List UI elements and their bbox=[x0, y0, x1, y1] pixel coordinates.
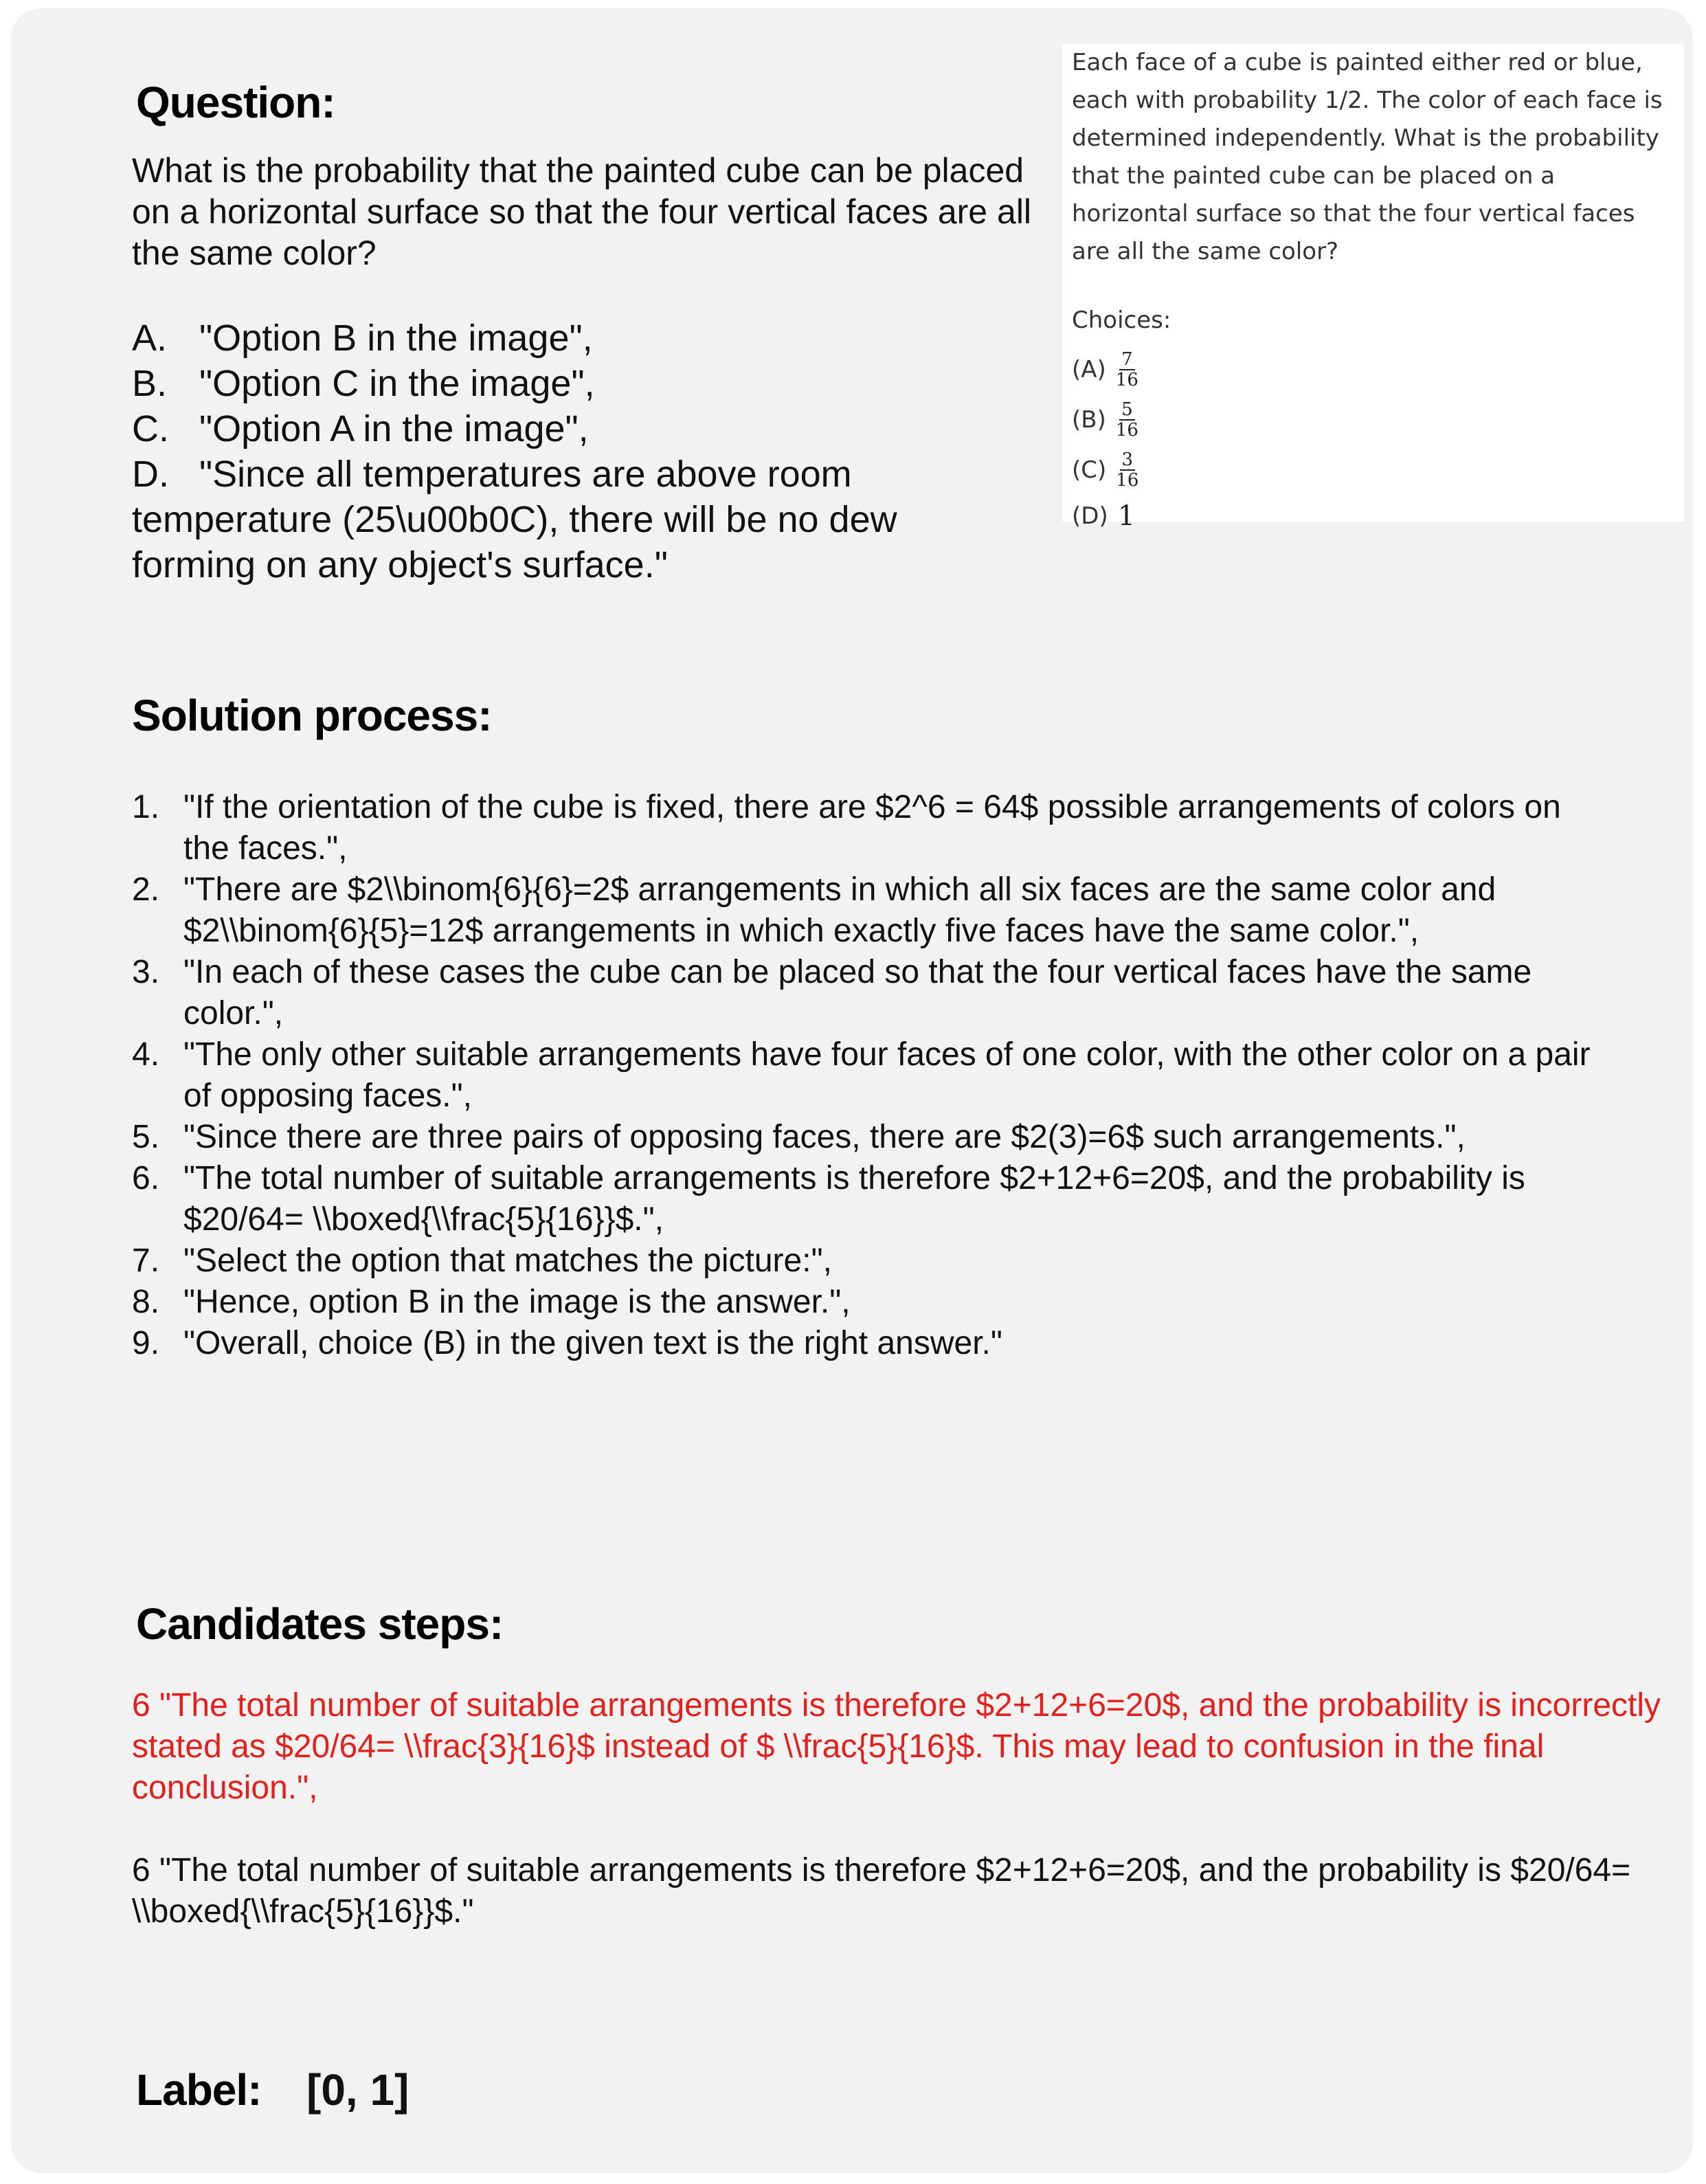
question-text: What is the probability that the painted cube can be placed on a horizontal surface so that the four vertical faces are all the same color? bbox=[132, 151, 1032, 272]
candidate-step-correct: 6 "The total number of suitable arrangements is therefore $2+12+6=20$, and the probability is $20/64= \\boxed{\\frac{5}{16}}$." bbox=[132, 1852, 1631, 1930]
image-choice-a: (A) $\frac{7}{16}$ bbox=[1072, 349, 1138, 390]
problem-image-panel bbox=[1062, 44, 1684, 532]
options-list bbox=[132, 315, 1025, 588]
solution-step: 4. "The only other suitable arrangements have four faces of one color, with the other color on a pair of opposing faces.", bbox=[132, 1036, 1591, 1114]
image-choice-c: (C) $\frac{3}{16}$ bbox=[1072, 449, 1139, 491]
solution-step: 1. "If the orientation of the cube is fixed, there are $2^6 = 64$ possible arrangements of colors on the faces.", bbox=[132, 789, 1561, 867]
label-value: [0, 1] bbox=[306, 2065, 409, 2115]
solution-step: 3. "In each of these cases the cube can be placed so that the four vertical faces have the same color.", bbox=[132, 954, 1532, 1032]
choices-label: Choices: bbox=[1072, 307, 1171, 334]
solution-heading: Solution process: bbox=[132, 691, 492, 740]
candidate-step-incorrect: 6 "The total number of suitable arrangements is therefore $2+12+6=20$, and the probability is incorrectly stated as $20/64= \\frac{3}{16}$ instead of $ \\frac{5}{16}$. This may lead to confusion in the final conclusion.", bbox=[132, 1687, 1661, 1806]
image-choice-b: (B) $\frac{5}{16}$ bbox=[1072, 399, 1138, 441]
option-b: B. "Option C in the image", bbox=[132, 363, 595, 404]
fraction: $\frac{5}{16}$ bbox=[1115, 399, 1138, 441]
fraction: $\frac{7}{16}$ bbox=[1115, 349, 1138, 390]
solution-step: 7. "Select the option that matches the picture:", bbox=[132, 1243, 832, 1279]
solution-steps bbox=[132, 787, 1609, 1364]
solution-step: 2. "There are $2\\binom{6}{6}=2$ arrangements in which all six faces are the same color and $2\\binom{6}{5}=12$ arrangements in which exactly five faces have the same color.", bbox=[132, 871, 1496, 949]
solution-step: 5. "Since there are three pairs of opposing faces, there are $2(3)=6$ such arrangements.", bbox=[132, 1119, 1466, 1155]
label-heading: Label: bbox=[136, 2065, 262, 2115]
option-a: A. "Option B in the image", bbox=[132, 317, 593, 359]
option-d: D. "Since all temperatures are above room temperature (25\u00b0C), there will be no dew forming on any object's surface." bbox=[132, 454, 897, 586]
fraction: $\frac{3}{16}$ bbox=[1116, 449, 1139, 491]
solution-step: 6. "The total number of suitable arrangements is therefore $2+12+6=20$, and the probability is $20/64= \\boxed{\\frac{5}{16}}$.", bbox=[132, 1160, 1525, 1238]
solution-step: 9. "Overall, choice (B) in the given text is the right answer." bbox=[132, 1325, 1002, 1361]
solution-step: 8. "Hence, option B in the image is the answer.", bbox=[132, 1284, 851, 1320]
problem-image-text: Each face of a cube is painted either red or blue, each with probability 1/2. The color of each face is determined independently. What is the probability that the painted cube can be placed on a horizontal surface so that the four vertical faces are all the same color? bbox=[1072, 49, 1663, 265]
question-heading: Question: bbox=[136, 78, 335, 127]
content-card bbox=[11, 8, 1693, 2173]
option-c: C. "Option A in the image", bbox=[132, 408, 589, 449]
candidates-heading: Candidates steps: bbox=[136, 1599, 504, 1649]
image-choice-d: (D) 1 bbox=[1072, 500, 1136, 532]
